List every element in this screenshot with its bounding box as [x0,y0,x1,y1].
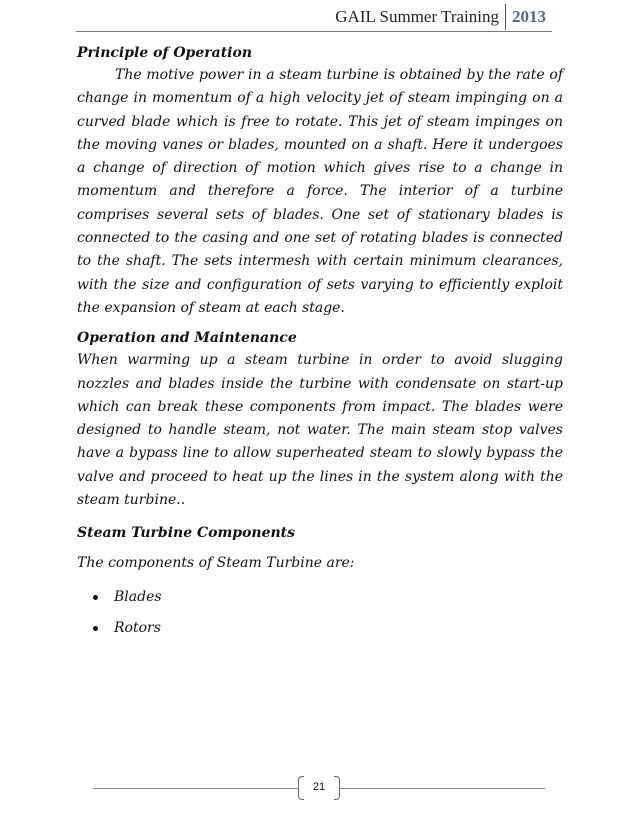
page-header [335,4,552,30]
page-footer [93,776,545,800]
list-item-label: Blades [114,588,162,605]
left-bracket-icon [298,776,304,800]
section-heading-components: Steam Turbine Components [77,525,296,542]
operation-paragraph: When warming up a steam turbine in order to avoid slugging nozzles and blades inside the turbine with condensate on start-up which can break these components from impact. The blades were designed to handle steam, not water. The main steam stop valves have a bypass line to allow superheated steam to slowly bypass the valve and proceed to heat up the lines in the system along with the steam turbine.. [77,352,563,509]
list-item [77,582,563,613]
bullet-icon [93,595,98,600]
header-year: 2013 [512,7,546,26]
header-rule [76,31,552,32]
list-item-label: Rotors [114,619,161,636]
principle-paragraph: The motive power in a steam turbine is obtained by the rate of change in momentum of a high velocity jet of steam impinging on a curved blade which is free to rotate. This jet of steam impinges on the moving vanes or blades, mounted on a shaft. Here it undergoes a change of direction of motion which gives rise to a change in momentum and therefore a force. The interior of a turbine comprises several sets of blades. One set of stationary blades is connected to the casing and one set of rotating blades is connected to the shaft. The sets intermesh with certain minimum clearances, with the size and configuration of sets varying to efficiently exploit the expansion of steam at each stage. [77,67,563,316]
list-item [77,613,563,644]
right-bracket-icon [334,776,340,800]
header-title: GAIL Summer Training [335,4,506,30]
components-intro: The components of Steam Turbine are: [77,555,355,572]
page-content [77,42,563,644]
page-number [298,776,340,798]
components-list [77,582,563,644]
bullet-icon [93,626,98,631]
section-heading-principle: Principle of Operation [77,45,253,61]
section-heading-operation: Operation and Maintenance [77,330,297,347]
page-number-label: 21 [312,781,326,793]
